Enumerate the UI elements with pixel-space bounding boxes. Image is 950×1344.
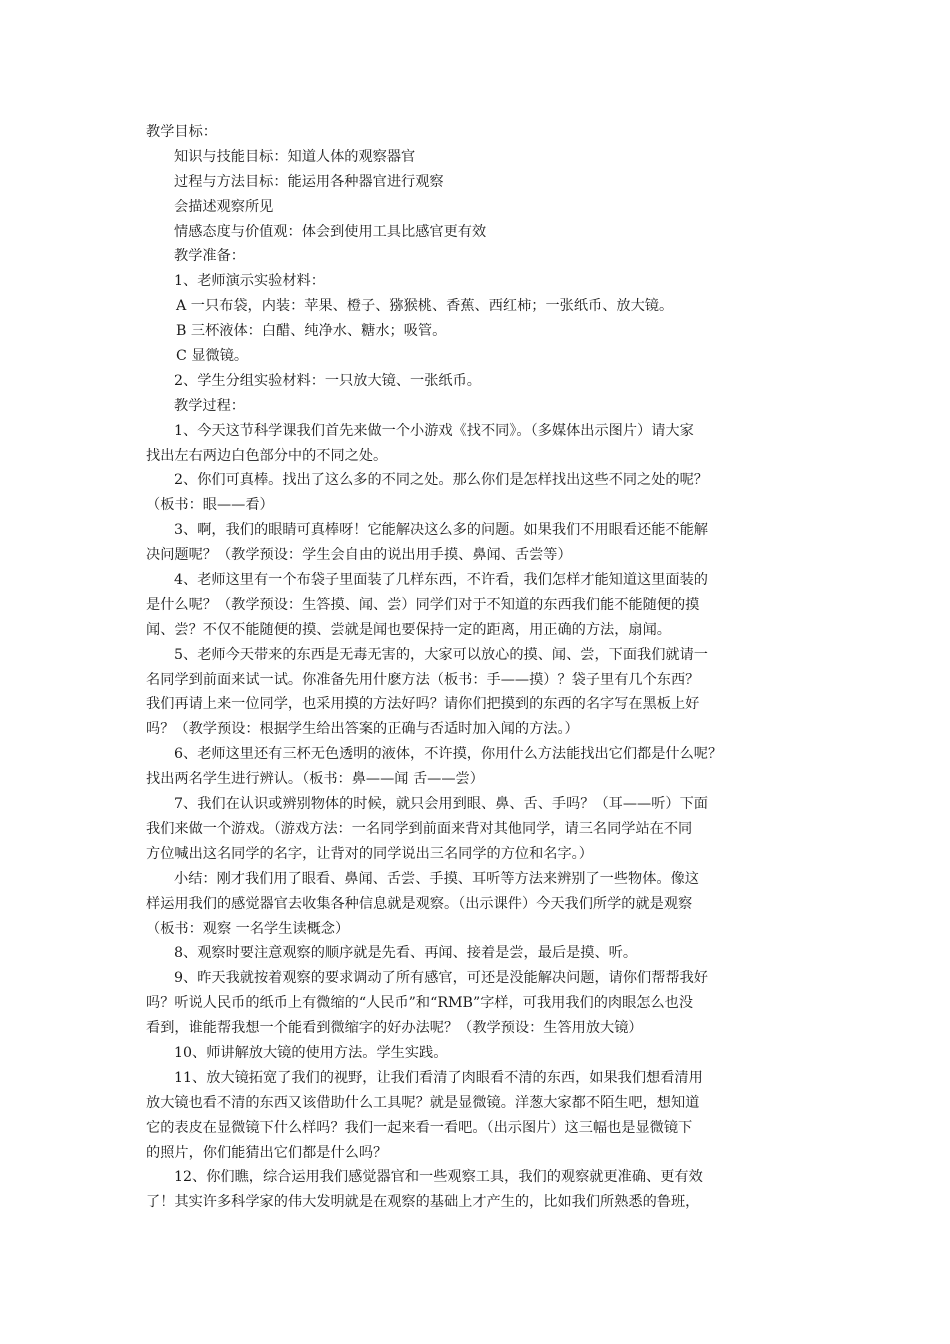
paragraph-line: 2、你们可真棒。找出了这么多的不同之处。那么你们是怎样找出这些不同之处的呢？ <box>174 472 708 489</box>
paragraph-line: 放大镜也看不清的东西又该借助什么工具呢？就是显微镜。洋葱大家都不陌生吧，想知道 <box>146 1094 700 1111</box>
paragraph-line: 3、啊，我们的眼睛可真棒呀！它能解决这么多的问题。如果我们不用眼看还能不能解 <box>174 522 708 539</box>
paragraph-line: 闻、尝？不仅不能随便的摸、尝就是闻也要保持一定的距离，用正确的方法，扇闻。 <box>146 621 671 638</box>
paragraph-line: 9、昨天我就按着观察的要求调动了所有感官，可还是没能解决问题，请你们帮帮我好 <box>174 970 708 987</box>
text-line: 2、学生分组实验材料：一只放大镜、一张纸币。 <box>174 372 481 389</box>
text-line: 情感态度与价值观：体会到使用工具比感官更有效 <box>174 223 487 240</box>
text-line: C 显微镜。 <box>176 348 249 365</box>
paragraph-line: （板书：观察 一名学生读概念） <box>146 920 350 937</box>
paragraph-line: 看到，谁能帮我想一个能看到微缩字的好办法呢？（教学预设：生答用放大镜） <box>146 1020 643 1037</box>
text-line: B 三杯液体：白醋、纯净水、糖水；吸管。 <box>176 323 447 340</box>
paragraph-line: 6、老师这里还有三杯无色透明的液体，不许摸，你用什么方法能找出它们都是什么呢？ <box>174 746 723 763</box>
paragraph-line: 名同学到前面来试一试。你准备先用什麽方法（板书：手——摸）？袋子里有几个东西？ <box>146 671 700 688</box>
paragraph-line: 我们再请上来一位同学，也采用摸的方法好吗？请你们把摸到的东西的名字写在黑板上好 <box>146 696 700 713</box>
paragraph-line: 10、师讲解放大镜的使用方法。学生实践。 <box>174 1044 448 1061</box>
paragraph-line: （板书：眼——看） <box>146 497 274 514</box>
paragraph-line: 吗？（教学预设：根据学生给出答案的正确与否适时加入闻的方法。） <box>146 721 579 738</box>
paragraph-line: 它的表皮在显微镜下什么样吗？我们一起来看一看吧。（出示图片）这三幅也是显微镜下 <box>146 1119 693 1136</box>
text-line: 1、老师演示实验材料： <box>174 273 325 290</box>
paragraph-line: 8、观察时要注意观察的顺序就是先看、再闻、接着是尝，最后是摸、听。 <box>174 945 638 962</box>
text-line: 过程与方法目标：能运用各种器官进行观察 <box>174 173 444 190</box>
paragraph-line: 是什么呢？（教学预设：生答摸、闻、尝）同学们对于不知道的东西我们能不能随便的摸 <box>146 596 700 613</box>
text-line: 会描述观察所见 <box>174 198 274 215</box>
paragraph-line: 5、老师今天带来的东西是无毒无害的，大家可以放心的摸、闻、尝，下面我们就请一 <box>174 646 708 663</box>
paragraph-line: 12、你们瞧，综合运用我们感觉器官和一些观察工具，我们的观察就更准确、更有效 <box>174 1169 703 1186</box>
heading-process: 教学过程： <box>174 397 245 414</box>
paragraph-line: 吗？听说人民币的纸币上有微缩的“人民币”和“RMB”字样，可我用我们的肉眼怎么也没 <box>146 995 694 1012</box>
document-body <box>146 120 818 1215</box>
paragraph-line: 的照片，你们能猜出它们都是什么吗？ <box>146 1144 388 1161</box>
paragraph-line: 4、老师这里有一个布袋子里面装了几样东西，不许看，我们怎样才能知道这里面装的 <box>174 572 708 589</box>
paragraph-line: 样运用我们的感觉器官去收集各种信息就是观察。（出示课件）今天我们所学的就是观察 <box>146 895 693 912</box>
paragraph-line: 我们来做一个游戏。（游戏方法：一名同学到前面来背对其他同学，请三名同学站在不同 <box>146 820 693 837</box>
paragraph-line: 决问题呢？（教学预设：学生会自由的说出用手摸、鼻闻、舌尝等） <box>146 547 572 564</box>
paragraph-line: 11、放大镜拓宽了我们的视野，让我们看清了肉眼看不清的东西，如果我们想看清用 <box>174 1069 703 1086</box>
heading-preparation: 教学准备： <box>174 248 245 265</box>
paragraph-line: 7、我们在认识或辨别物体的时候，就只会用到眼、鼻、舌、手吗？（耳——听）下面 <box>174 796 708 813</box>
paragraph-line: 方位喊出这名同学的名字，让背对的同学说出三名同学的方位和名字。） <box>146 845 593 862</box>
paragraph-line: 找出左右两边白色部分中的不同之处。 <box>146 447 388 464</box>
paragraph-line: 了！其实许多科学家的伟大发明就是在观察的基础上才产生的，比如我们所熟悉的鲁班， <box>146 1194 700 1211</box>
text-line: A 一只布袋，内装：苹果、橙子、猕猴桃、香蕉、西红柿；一张纸币、放大镜。 <box>176 298 674 315</box>
paragraph-line: 1、今天这节科学课我们首先来做一个小游戏《找不同》。（多媒体出示图片）请大家 <box>174 422 694 439</box>
heading-objectives: 教学目标： <box>146 124 217 140</box>
paragraph-line: 小结：刚才我们用了眼看、鼻闻、舌尝、手摸、耳听等方法来辨别了一些物体。像这 <box>174 870 699 887</box>
text-line: 知识与技能目标：知道人体的观察器官 <box>174 148 416 165</box>
paragraph-line: 找出两名学生进行辨认。（板书：鼻——闻 舌——尝） <box>146 771 484 788</box>
